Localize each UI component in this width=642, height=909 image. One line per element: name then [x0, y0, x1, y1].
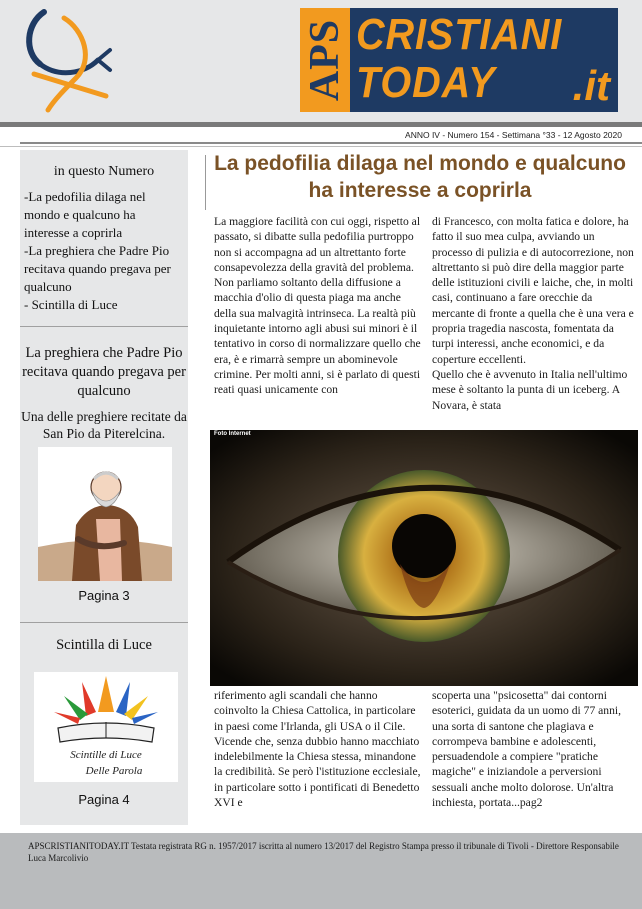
sidebar-separator: [20, 326, 188, 327]
eye-photo-icon: [210, 430, 638, 686]
toc-item[interactable]: -La pedofilia dilaga nel mondo e qualcuno ha interesse a coprirla: [24, 189, 146, 240]
toc-item[interactable]: - Scintilla di Luce: [24, 297, 118, 312]
section1-page[interactable]: Pagina 3: [78, 588, 130, 603]
toc-title: in questo Numero: [53, 164, 155, 179]
masthead: [300, 8, 618, 112]
section2-page[interactable]: Pagina 4: [78, 792, 130, 807]
masthead-tld: .it: [572, 62, 610, 109]
article-column-3: riferimento agli scandali che hanno coinvolto la Chiesa Cattolica, in particolare in paesi come l'Irlanda, gli USA o il Cile. Vicende che, senza dubbio hanno macchiato indelebilmente la Chiesa stessa, minandone la credibilità. Se però l'istituzione ecclesiale, in particolare sotto i pontificati di Benedetto XVI e: [214, 689, 421, 810]
toc-list: [24, 188, 184, 314]
section1-summary: Una delle preghiere recitate da San Pio da Piterelcina.: [21, 409, 187, 441]
header-divider: [0, 122, 642, 127]
issue-divider: [20, 142, 642, 144]
article-title: La pedofilia dilaga nel mondo e qualcuno ha interesse a coprirla: [214, 152, 626, 202]
masthead-aps: APS: [300, 8, 350, 112]
article-column-4: scoperta una "psicosetta" dai contorni esoterici, guidata da un uomo di 77 anni, una sorta di santone che plagiava e corrompeva bambine e adolescenti, persuadendole a compiere "pratiche magiche" e iniziandole a perversioni sessuali anche molto dolorose. Un'altra inchiesta, portata...pag2: [432, 689, 621, 810]
issue-divider-light: [0, 146, 642, 147]
article-column-1: La maggiore facilità con cui oggi, rispetto al passato, si dibatte sulla pedofilia purtroppo non si accompagna ad un altrettanto forte consapevolezza della gravità del problema. Non parliamo soltanto della diffusione a macchia d'olio di questa piaga ma anche della sua malvagità intrinseca. La realtà più inquietante intorno agli abusi sui minori è il tentativo in corso di normalizzare quello che era, è e rimarrà sempre un abominevole crimine. Per molti anni, si è parlato di questi reati quasi unicamente con: [214, 215, 421, 397]
illustration-caption-1: Scintille di Luce: [70, 749, 142, 761]
footer-legal-text: APSCRISTIANITODAY.IT Testata registrata RG n. 1957/2017 iscritta al numero 13/2017 del Registro Stampa presso il tribunale di Tivoli - Direttore Responsabile Luca Marcolivio: [28, 841, 619, 863]
issue-line: ANNO IV - Numero 154 - Settimana °33 - 12 Agosto 2020: [405, 130, 622, 140]
fish-cross-logo-icon: [14, 4, 114, 116]
section1-heading[interactable]: La preghiera che Padre Pio recitava quando pregava per qualcuno: [22, 345, 186, 399]
masthead-line2: TODAY: [356, 58, 496, 107]
sidebar-separator: [20, 622, 188, 623]
toc-item[interactable]: -La preghiera che Padre Pio recitava quando pregava per qualcuno: [24, 243, 171, 294]
scintilla-di-luce-illustration-icon: [34, 672, 178, 782]
section2-heading[interactable]: Scintilla di Luce: [56, 637, 152, 653]
photo-credit: Foto Internet: [214, 431, 251, 437]
padre-pio-illustration-icon: [38, 447, 172, 581]
masthead-line1: CRISTIANI: [356, 10, 563, 59]
illustration-caption-2: Delle Parola: [85, 765, 143, 777]
masthead-title: [350, 8, 618, 112]
article-column-2: di Francesco, con molta fatica e dolore, ha fatto il suo mea culpa, avviando un processo di pulizia e di autocorrezione, non altrettanto si può dire della maggior parte delle istituzioni civili e laiche, che, in molti casi, continuano a fare orecchie da mercante di fronte a quella che è una vera e propria tragedia nascosta, fomentata da turpi interessi, anche economici, e da coperture eccellenti. Quello che è avvenuto in Italia nell'ultimo mese è soltanto la punta di un iceberg. A Novara, è stata: [432, 215, 634, 412]
